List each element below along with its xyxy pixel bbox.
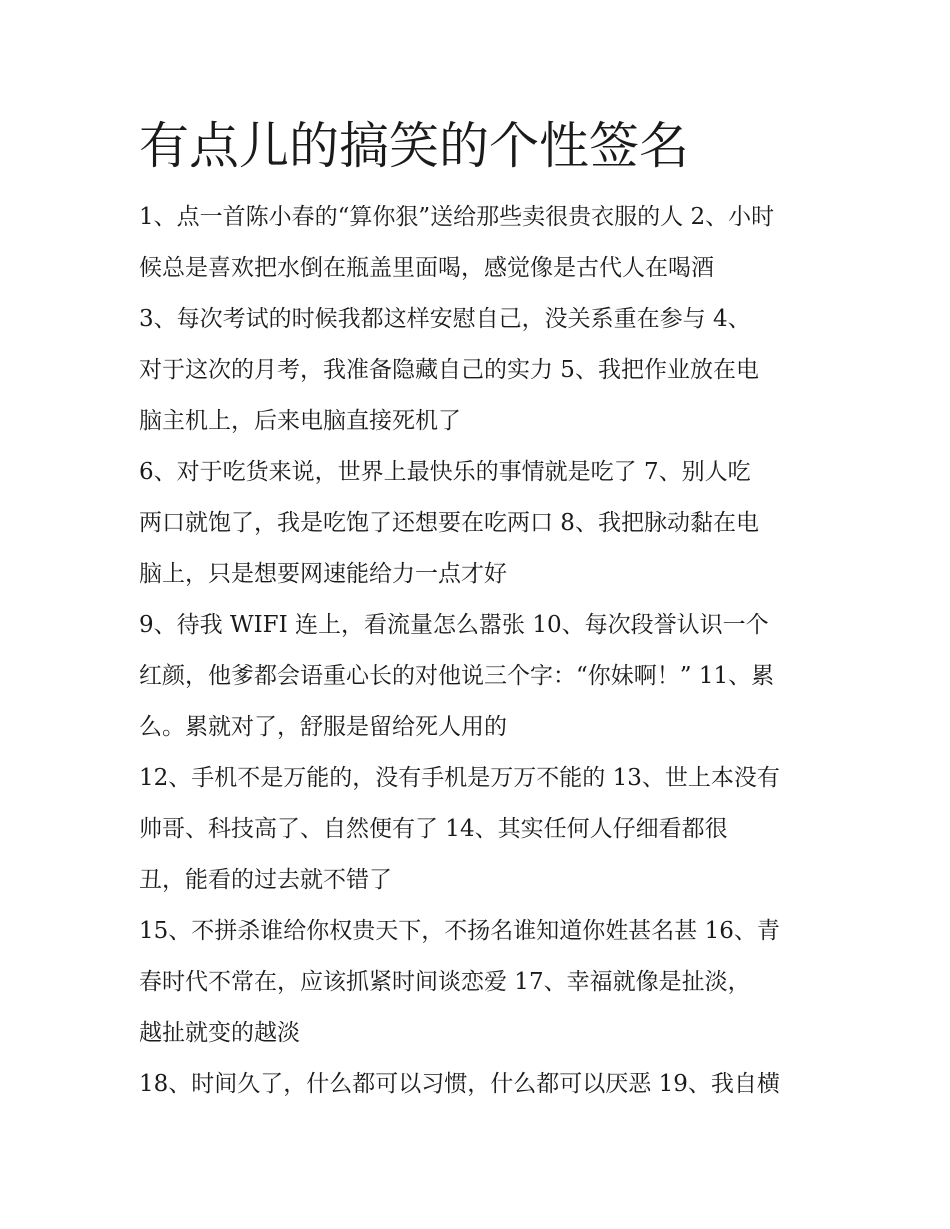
body-line: 15、不拼杀谁给你权贵天下，不扬名谁知道你姓甚名甚 16、青 bbox=[139, 918, 780, 944]
document-body bbox=[139, 192, 819, 1110]
body-line: 候总是喜欢把水倒在瓶盖里面喝，感觉像是古代人在喝酒 bbox=[139, 255, 714, 281]
body-line: 帅哥、科技高了、自然便有了 14、其实任何人仔细看都很 bbox=[139, 816, 728, 842]
body-line: 脑主机上，后来电脑直接死机了 bbox=[139, 408, 461, 434]
document-title: 有点儿的搞笑的个性签名 bbox=[139, 117, 689, 175]
body-line: 3、每次考试的时候我都这样安慰自己，没关系重在参与 4、 bbox=[139, 306, 751, 332]
body-line: 9、待我 WIFI 连上，看流量怎么嚣张 10、每次段誉认识一个 bbox=[139, 612, 769, 638]
body-line: 1、点一首陈小春的“算你狠”送给那些卖很贵衣服的人 2、小时 bbox=[139, 204, 775, 230]
body-line: 两口就饱了，我是吃饱了还想要在吃两口 8、我把脉动黏在电 bbox=[139, 510, 759, 536]
body-line: 春时代不常在，应该抓紧时间谈恋爱 17、幸福就像是扯淡， bbox=[139, 969, 751, 995]
body-line: 越扯就变的越淡 bbox=[139, 1020, 300, 1046]
body-line: 红颜，他爹都会语重心长的对他说三个字：“你妹啊！” 11、累 bbox=[139, 663, 775, 689]
body-line: 6、对于吃货来说，世界上最快乐的事情就是吃了 7、别人吃 bbox=[139, 459, 751, 485]
body-line: 18、时间久了，什么都可以习惯，什么都可以厌恶 19、我自横 bbox=[139, 1071, 780, 1097]
body-line: 脑上，只是想要网速能给力一点才好 bbox=[139, 561, 507, 587]
body-line: 么。累就对了，舒服是留给死人用的 bbox=[139, 714, 507, 740]
body-line: 丑，能看的过去就不错了 bbox=[139, 867, 392, 893]
body-line: 对于这次的月考，我准备隐藏自己的实力 5、我把作业放在电 bbox=[139, 357, 759, 383]
body-line: 12、手机不是万能的，没有手机是万万不能的 13、世上本没有 bbox=[139, 765, 780, 791]
